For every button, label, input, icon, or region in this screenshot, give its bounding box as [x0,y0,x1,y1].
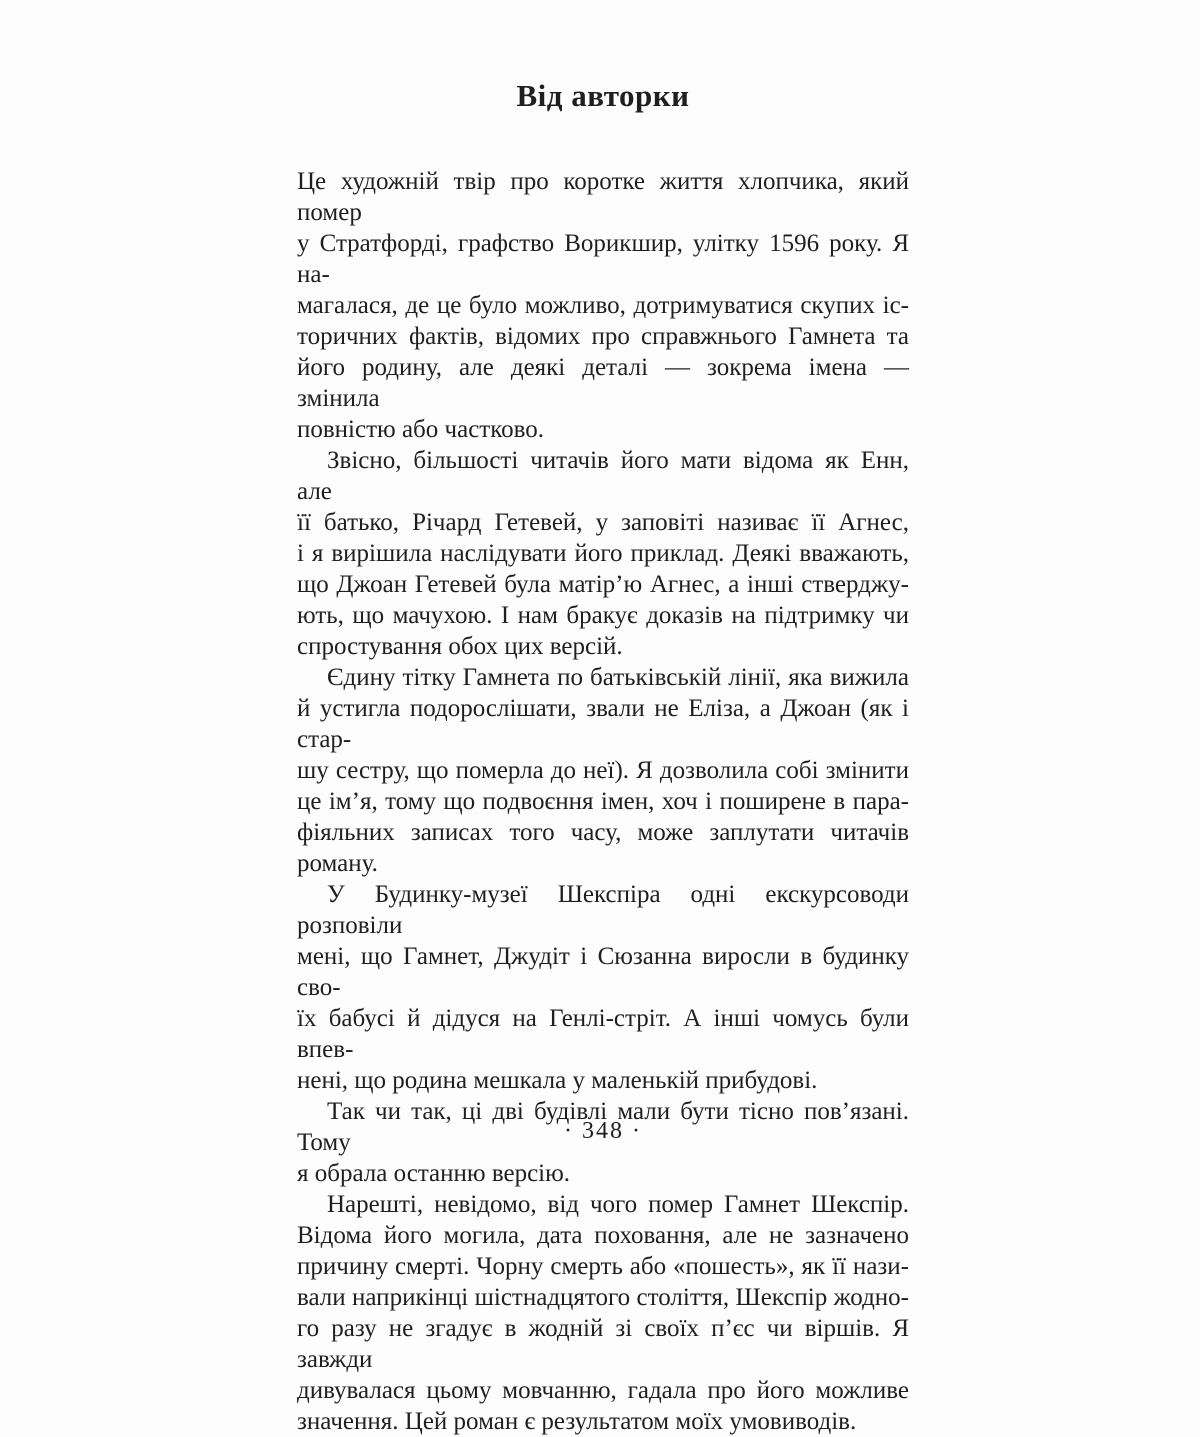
text-line: Єдину тітку Гамнета по батьківській лінії, яка вижила [327,664,909,691]
text-line: нені, що родина мешкала у маленькій прибудові. [297,1067,818,1094]
paragraph [297,445,909,662]
text-line: Це художній твір про коротке життя хлопчика, який помер [297,168,909,226]
paragraph [297,662,909,879]
text-line: мені, що Гамнет, Джудіт і Сюзанна виросли в будинку сво- [297,943,909,1001]
text-line: причину смерті. Чорну смерть або «пошесть», як її нази- [297,1253,909,1280]
text-line: його родину, але деякі деталі — зокрема імена — змінила [297,354,909,412]
text-line: вали наприкінці шістнадцятого століття, Шекспір жодно- [297,1284,909,1311]
text-line: Відома його могила, дата поховання, але не зазначено [297,1222,909,1249]
text-line: магалася, де це було можливо, дотримуватися скупих іс- [297,292,909,319]
text-line: Нарешті, невідомо, від чого помер Гамнет Шекспір. [327,1191,909,1218]
page-number: · 348 · [564,1118,642,1144]
text-line: Так чи так, ці дві будівлі мали бути тісно пов’язані. Тому [297,1098,909,1156]
text-line: у Стратфорді, графство Ворикшир, улітку 1596 року. Я на- [297,230,909,288]
paragraph [297,1189,909,1437]
text-line: і я вирішила наслідувати його приклад. Деякі вважають, [297,540,909,567]
text-line: повністю або частково. [297,416,544,443]
text-line: це ім’я, тому що подвоєння імен, хоч і поширене в пара- [297,788,909,815]
text-line: го разу не згадує в жодній зі своїх п’єс чи віршів. Я завжди [297,1315,909,1373]
paragraph [297,879,909,1096]
paragraph [297,166,909,445]
text-line: їх бабусі й дідуся на Генлі-стріт. А інші чомусь були впев- [297,1005,909,1063]
text-line: фіяльних записах того часу, може заплутати читачів роману. [297,819,909,877]
text-line: значення. Цей роман є результатом моїх умовиводів. [297,1408,857,1435]
text-line: торичних фактів, відомих про справжнього Гамнета та [297,323,909,350]
text-line: ють, що мачухою. І нам бракує доказів на підтримку чи [297,602,909,629]
text-line: Звісно, більшості читачів його мати відома як Енн, але [297,447,909,505]
text-line: У Будинку-музеї Шекспіра одні екскурсоводи розповіли [297,881,909,939]
page-title: Від авторки [516,78,690,113]
text-line: що Джоан Гетевей була матір’ю Агнес, а інші стверджу- [297,571,909,598]
text-line: дивувалася цьому мовчанню, гадала про його можливе [297,1377,909,1404]
text-line: спростування обох цих версій. [297,633,623,660]
text-line: я обрала останню версію. [297,1160,571,1187]
text-line: шу сестру, що померла до неї). Я дозволила собі змінити [297,757,909,784]
text-line: її батько, Річард Гетевей, у заповіті називає її Агнес, [297,509,909,536]
text-line: й устигла подорослішати, звали не Еліза, а Джоан (як і стар- [297,695,909,753]
text-block [297,166,909,1437]
